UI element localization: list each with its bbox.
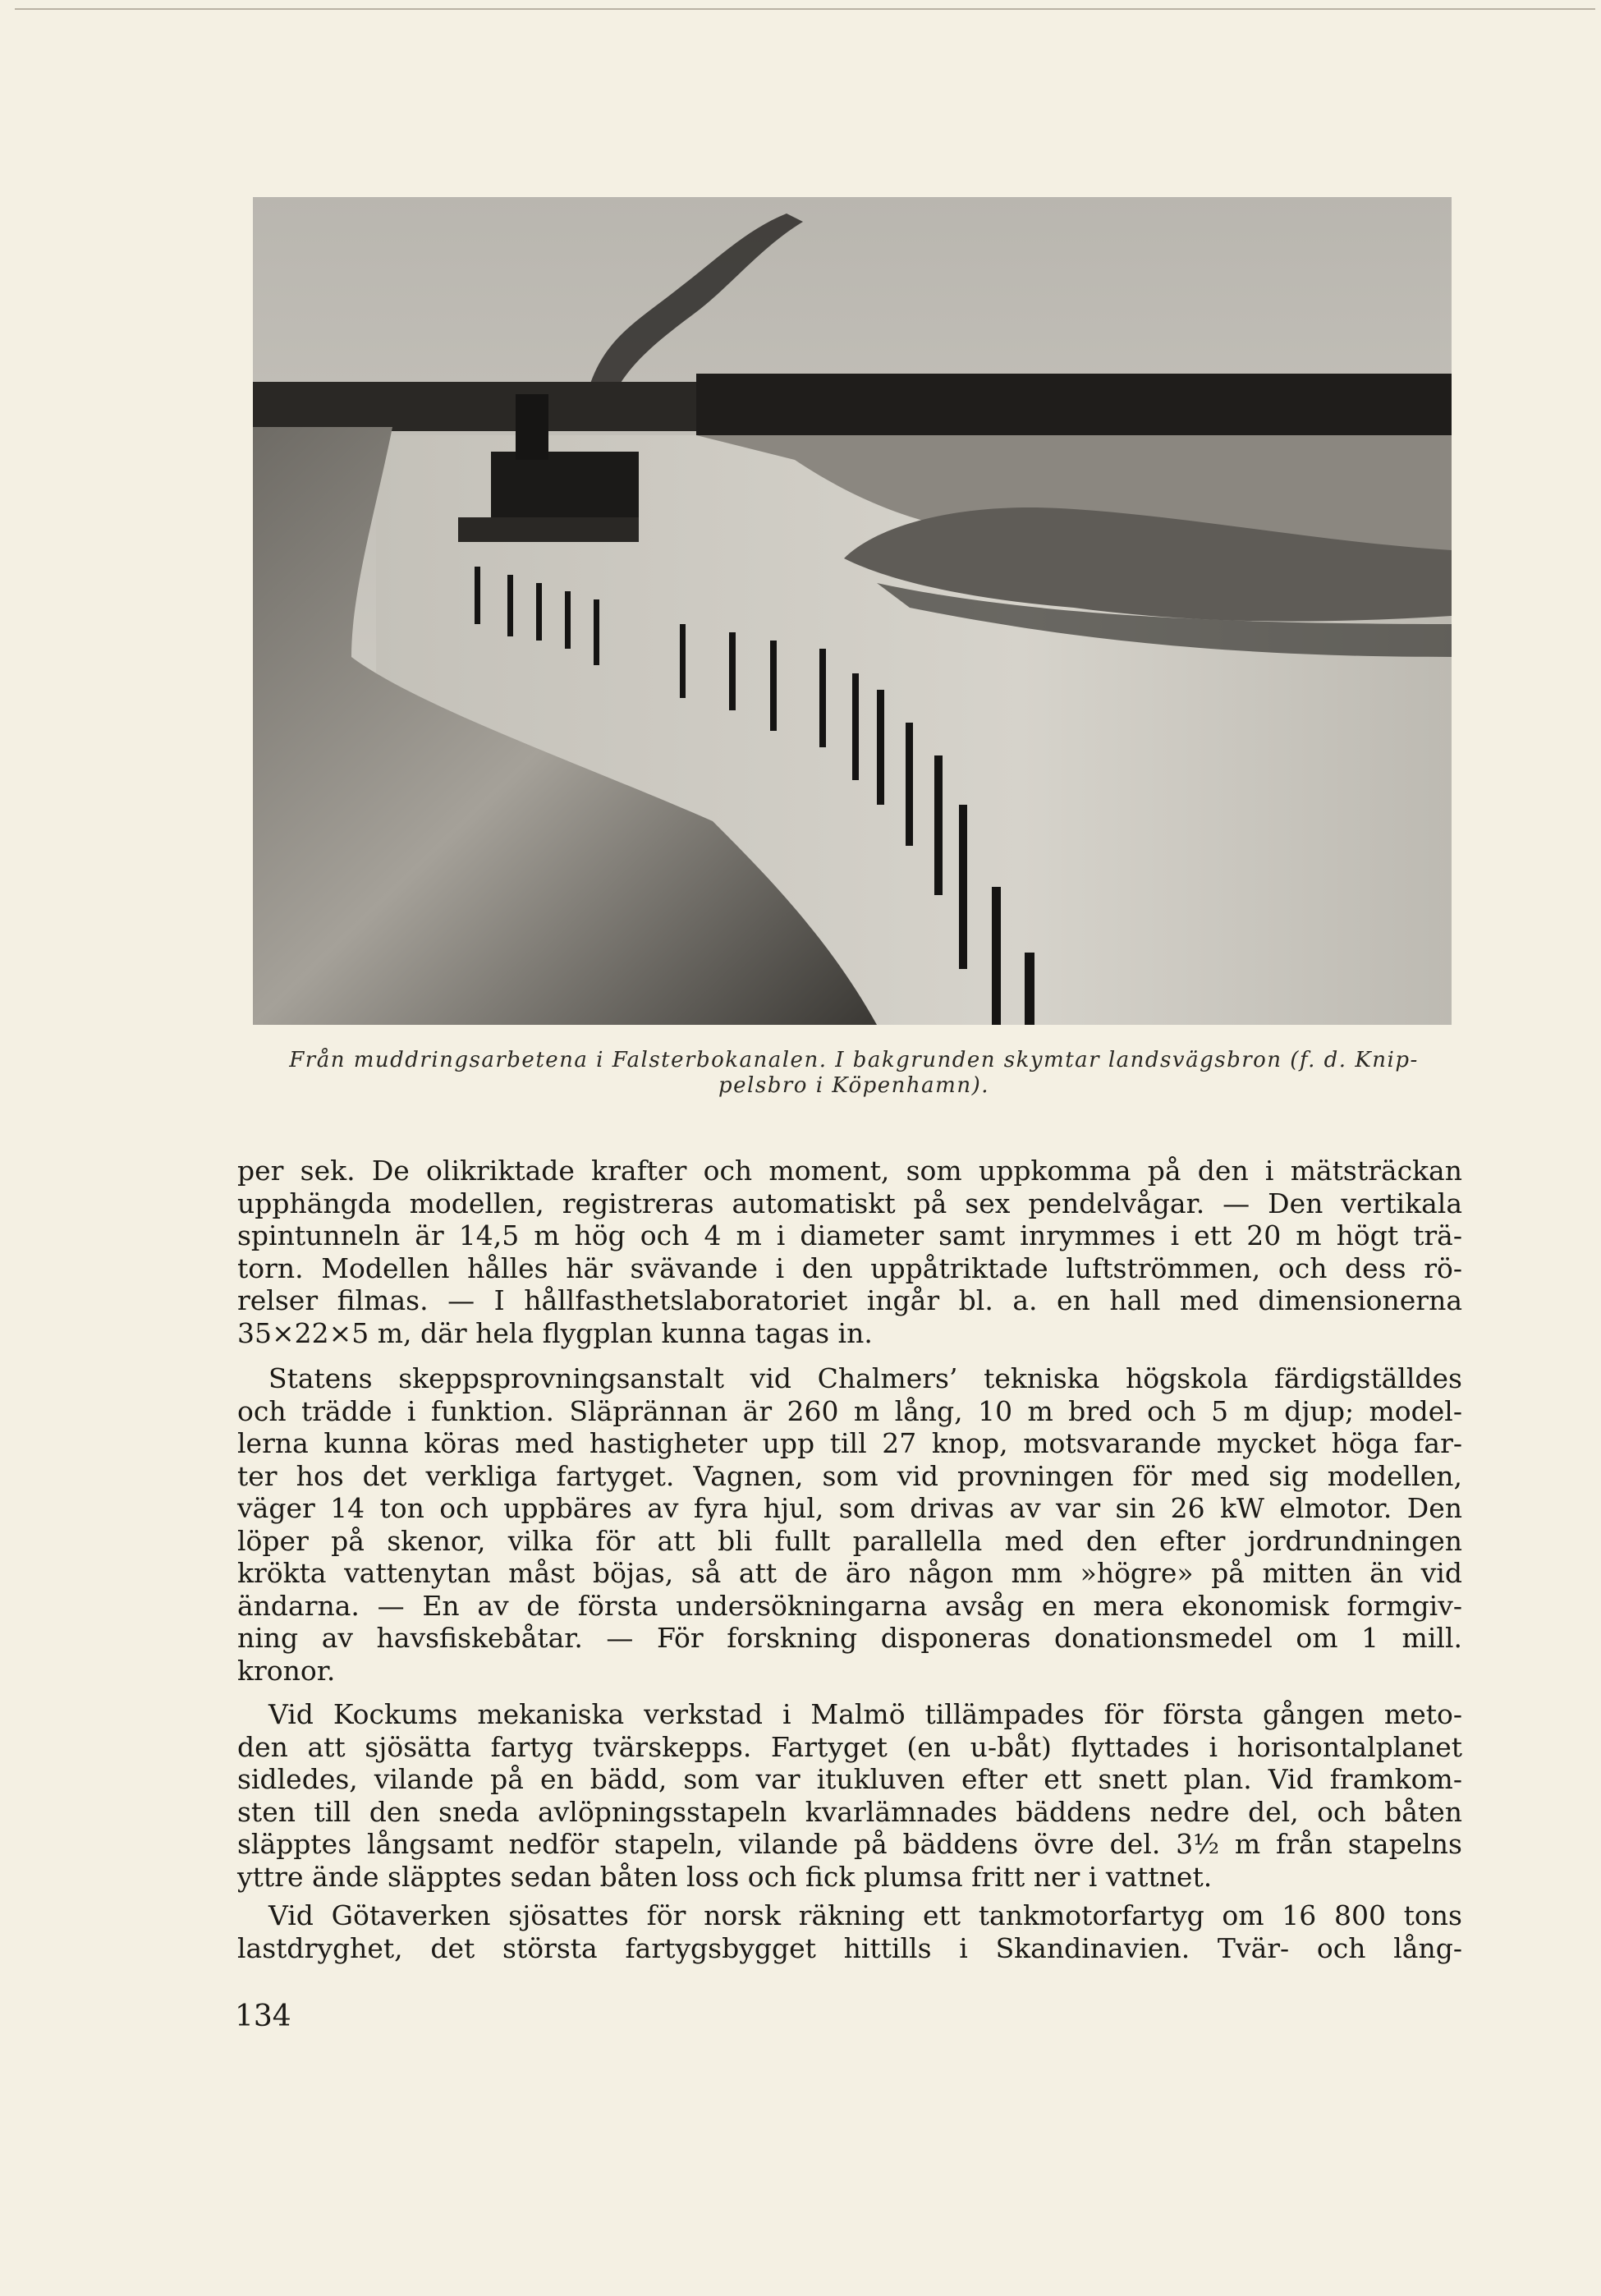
text-line: kronor.: [237, 1654, 336, 1687]
text-line: väger 14 ton och uppbäres av fyra hjul, som drivas av var sin 26 kW elmotor. Den: [237, 1492, 1462, 1524]
text-line: Vid Götaverken sjösattes för norsk räkning ett tankmotorfartyg om 16 800 tons: [268, 1899, 1462, 1931]
text-line: den att sjösätta fartyg tvärskepps. Fartyget (en u-båt) flyttades i horisontalplanet: [237, 1730, 1462, 1763]
text-line: ning av havsfiskebåtar. — För forskning disponeras donationsmedel om 1 mill.: [237, 1622, 1462, 1654]
text-line: yttre ände släpptes sedan båten loss och fick plumsa fritt ner i vattnet.: [237, 1860, 1213, 1893]
text-line: lerna kunna köras med hastigheter upp till 27 knop, motsvarande mycket höga far-: [237, 1427, 1462, 1459]
page-number: 134: [235, 2000, 291, 2033]
paragraph-2: [237, 1362, 1462, 1687]
text-line: löper på skenor, vilka för att bli fullt parallella med den efter jordrundningen: [237, 1524, 1462, 1557]
caption-line: pelsbro i Köpenhamn).: [718, 1073, 989, 1098]
text-line: upphängda modellen, registreras automatiskt på sex pendelvågar. — Den vertikala: [237, 1187, 1462, 1219]
text-line: 35×22×5 m, där hela flygplan kunna tagas in.: [237, 1316, 873, 1349]
paragraph-4: [237, 1899, 1462, 1964]
text-line: lastdryghet, det största fartygsbygget hittills i Skandinavien. Tvär- och lång-: [237, 1931, 1462, 1964]
text-line: ändarna. — En av de första undersökningarna avsåg en mera ekonomisk formgiv-: [237, 1589, 1462, 1622]
text-line: Statens skeppsprovningsanstalt vid Chalmers’ tekniska högskola färdigställdes: [268, 1362, 1462, 1394]
photo-caption: [246, 1048, 1461, 1099]
text-line: spintunneln är 14,5 m hög och 4 m i diameter samt inrymmes i ett 20 m högt trä-: [237, 1219, 1462, 1251]
text-line: Vid Kockums mekaniska verkstad i Malmö tillämpades för första gången meto-: [268, 1698, 1462, 1730]
paragraph-3: [237, 1698, 1462, 1893]
text-line: släpptes långsamt nedför stapeln, vilande på bäddens övre del. 3½ m från stapelns: [237, 1828, 1462, 1860]
text-line: krökta vattenytan måst böjas, så att de äro någon mm »högre» på mitten än vid: [237, 1557, 1462, 1589]
text-line: ter hos det verkliga fartyget. Vagnen, som vid provningen för med sig modellen,: [237, 1459, 1462, 1492]
page-edge: [15, 8, 1595, 10]
text-line: torn. Modellen hålles här svävande i den uppåtriktade luftströmmen, och dess rö-: [237, 1251, 1462, 1284]
canal-photo-drawing: [253, 197, 1452, 1025]
canal-photo: [253, 197, 1452, 1025]
text-line: sidledes, vilande på en bädd, som var itukluven efter ett snett plan. Vid framkom-: [237, 1763, 1462, 1795]
text-line: och trädde i funktion. Släprännan är 260 m lång, 10 m bred och 5 m djup; model-: [237, 1394, 1462, 1427]
text-line: per sek. De olikriktade krafter och moment, som uppkomma på den i mätsträckan: [237, 1155, 1462, 1187]
caption-line: Från muddringsarbetena i Falsterbokanalen. I bakgrunden skymtar landsvägsbron (f. d. Knip-: [289, 1048, 1419, 1072]
paragraph-1: [237, 1155, 1462, 1349]
text-line: sten till den sneda avlöpningsstapeln kvarlämnades bäddens nedre del, och båten: [237, 1795, 1462, 1828]
text-line: relser filmas. — I hållfasthetslaboratoriet ingår bl. a. en hall med dimensionerna: [237, 1284, 1462, 1316]
